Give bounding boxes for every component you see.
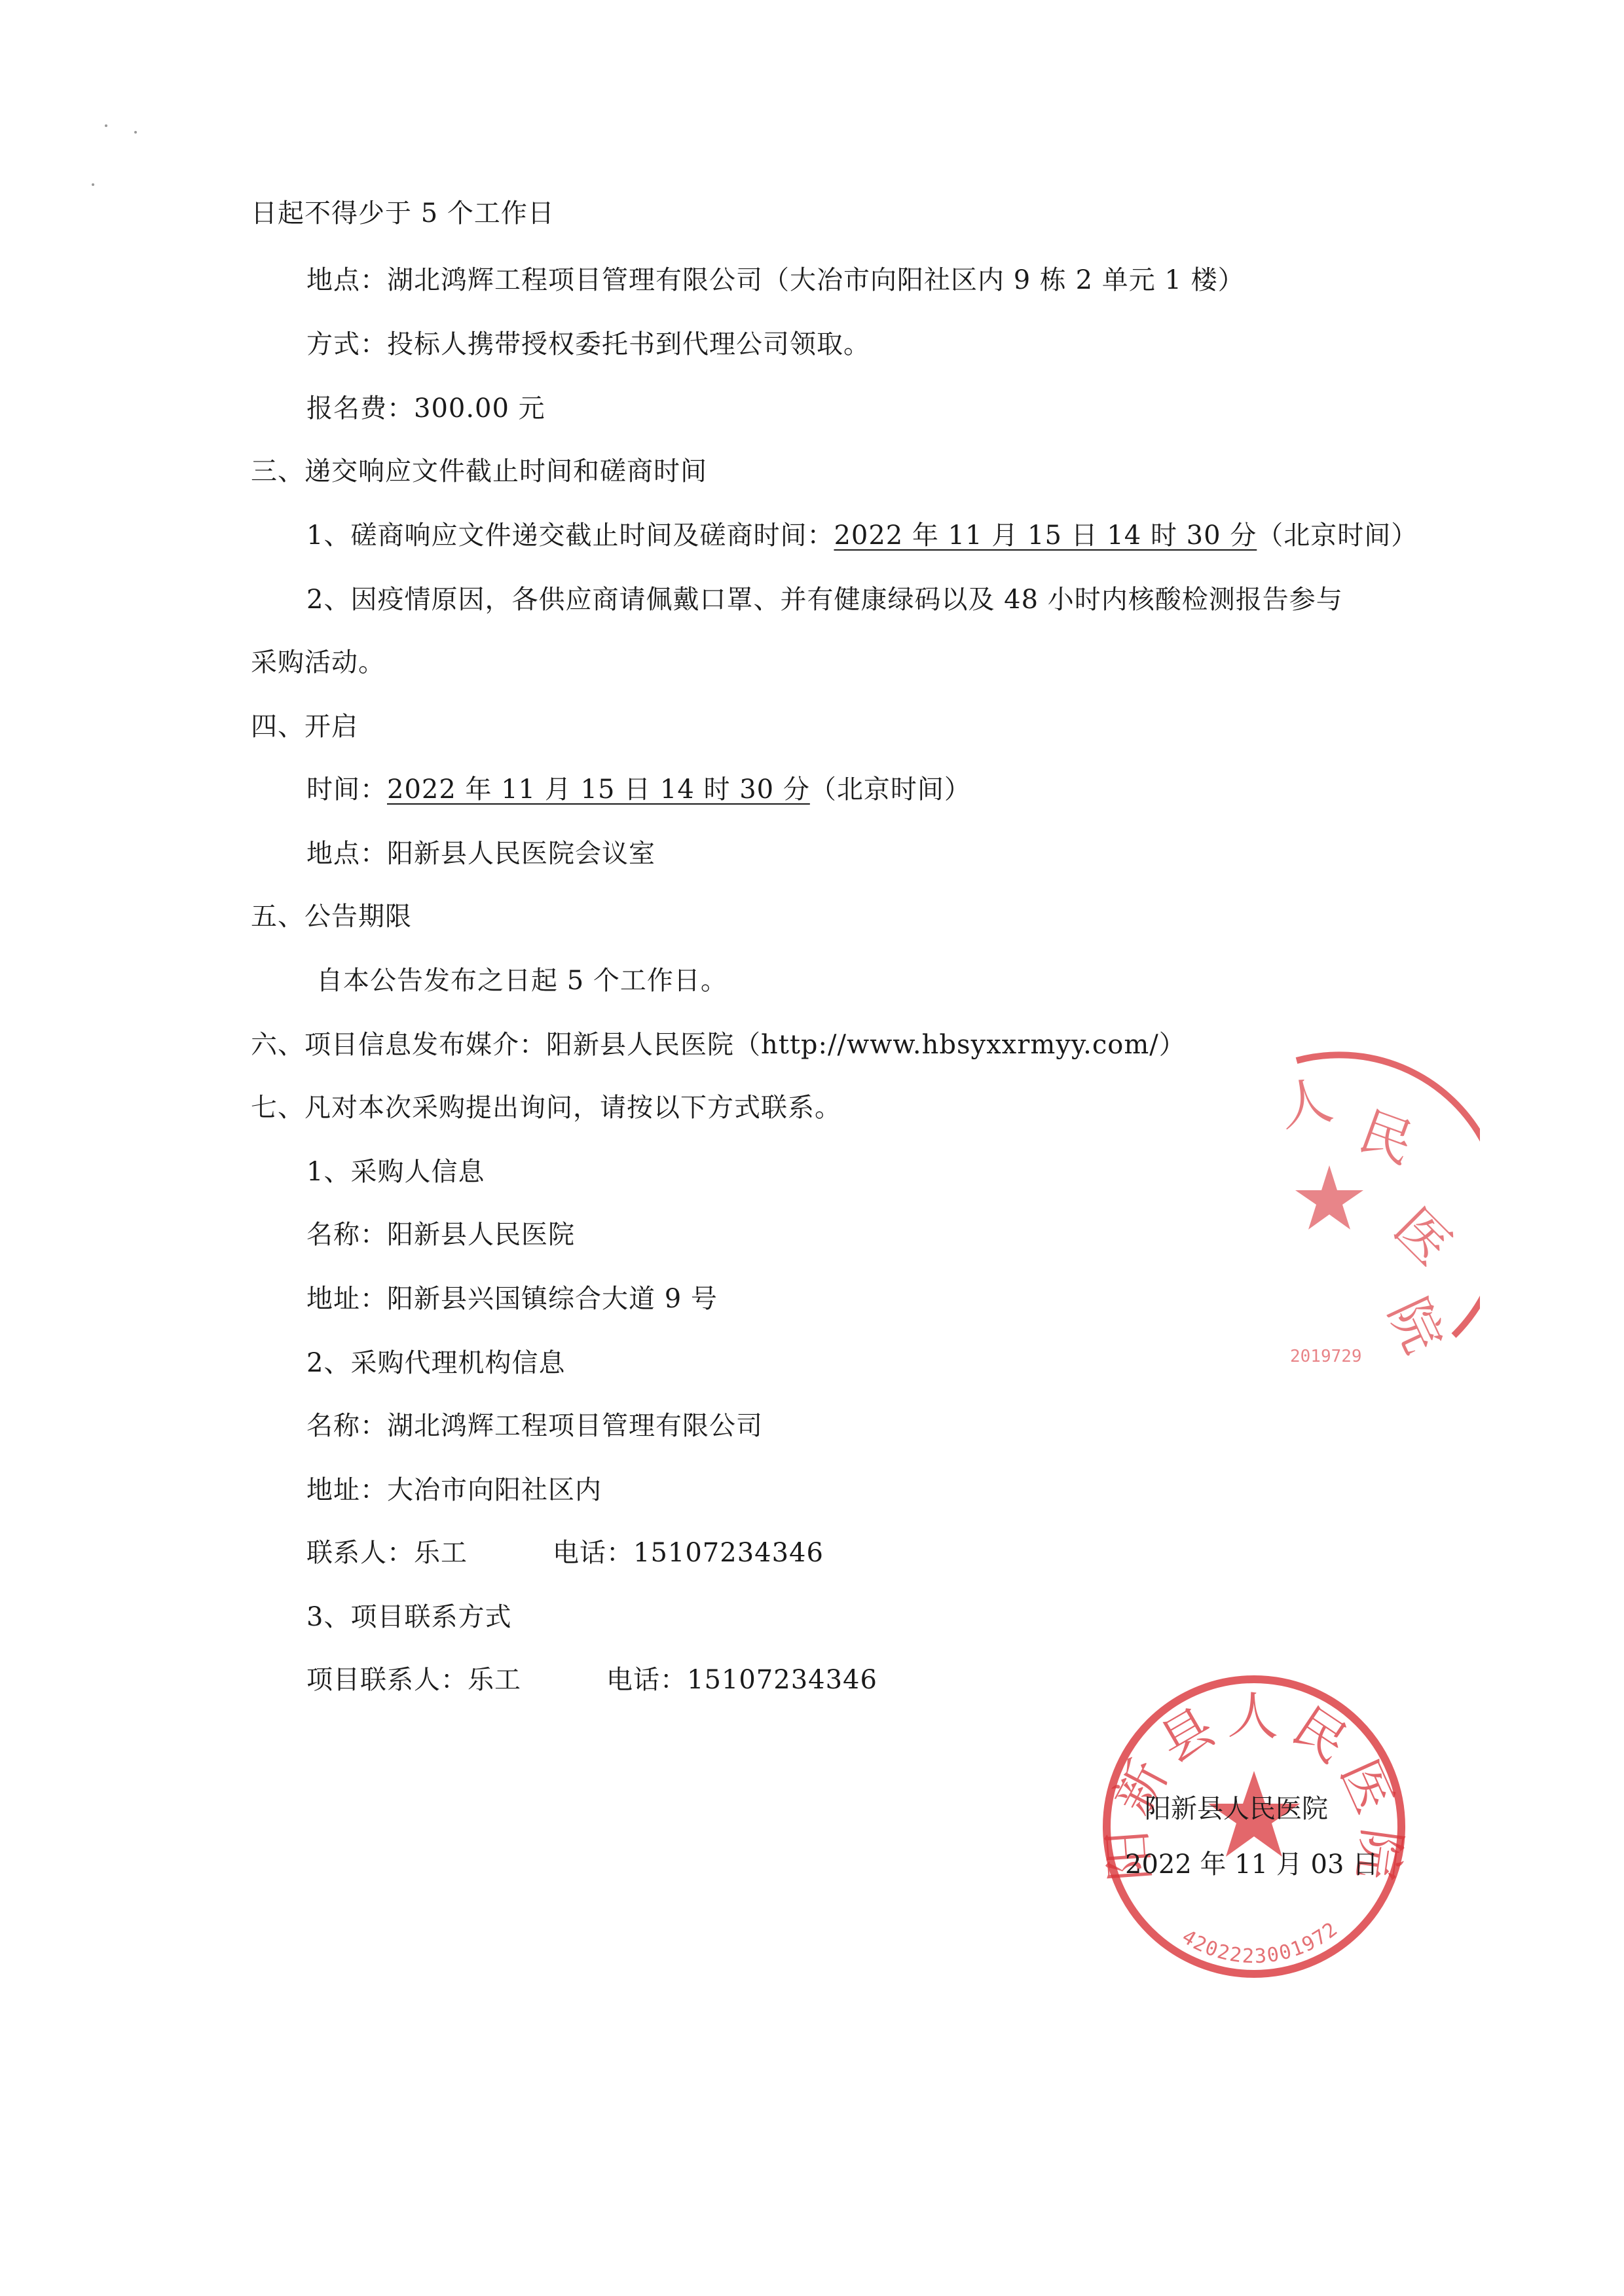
text-line <box>306 517 1418 554</box>
project-contact-phone: 电话：15107234346 <box>606 1665 877 1695</box>
text-line: 方式：投标人携带授权委托书到代理公司领取。 <box>306 329 870 359</box>
text-line: 报名费：300.00 元 <box>306 393 545 424</box>
text-line <box>306 771 971 808</box>
text-line: 采购活动。 <box>251 647 385 678</box>
timezone-note: （北京时间） <box>1257 520 1418 551</box>
text-line: 名称：阳新县人民医院 <box>306 1220 575 1250</box>
text-line: 3、项目联系方式 <box>306 1602 512 1632</box>
text-line: 地点：阳新县人民医院会议室 <box>306 839 655 869</box>
text-line: 日起不得少于 5 个工作日 <box>251 198 555 228</box>
section-heading: 六、项目信息发布媒介：阳新县人民医院（http://www.hbsyxxrmyy.com/） <box>251 1030 1186 1060</box>
scan-speck <box>92 183 94 186</box>
signature-date: 2022 年 11 月 03 日 <box>1125 1850 1379 1880</box>
section-heading: 七、凡对本次采购提出询问，请按以下方式联系。 <box>251 1093 841 1123</box>
text-line: 名称：湖北鸿辉工程项目管理有限公司 <box>306 1411 763 1441</box>
svg-text:2019729: 2019729 <box>1290 1347 1362 1366</box>
contact-phone: 电话：15107234346 <box>553 1538 824 1568</box>
text-line <box>306 1662 877 1698</box>
signature-org: 阳新县人民医院 <box>1145 1794 1328 1824</box>
svg-text:医: 医 <box>1382 1196 1463 1277</box>
deadline-time: 2022 年 11 月 15 日 14 时 30 分 <box>834 520 1257 551</box>
text-line <box>306 1535 824 1571</box>
scan-speck <box>105 124 107 127</box>
open-time-label: 时间： <box>306 774 387 805</box>
seal-code: 4202223001972 <box>1177 1917 1343 1969</box>
contact-person: 联系人：乐工 <box>306 1538 468 1568</box>
seal-partial <box>1257 1048 1480 1388</box>
timezone-note: （北京时间） <box>809 774 971 805</box>
scan-speck <box>134 131 137 134</box>
svg-text:人: 人 <box>1275 1069 1338 1139</box>
project-contact-person: 项目联系人：乐工 <box>306 1665 521 1695</box>
text-line: 地址：阳新县兴国镇综合大道 9 号 <box>306 1284 718 1314</box>
text-line: 地点：湖北鸿辉工程项目管理有限公司（大冶市向阳社区内 9 栋 2 单元 1 楼） <box>306 265 1245 295</box>
deadline-label: 1、磋商响应文件递交截止时间及磋商时间： <box>306 520 834 551</box>
text-line: 2、采购代理机构信息 <box>306 1348 566 1378</box>
open-time: 2022 年 11 月 15 日 14 时 30 分 <box>387 774 810 805</box>
section-heading: 三、递交响应文件截止时间和磋商时间 <box>251 456 707 486</box>
text-line: 自本公告发布之日起 5 个工作日。 <box>316 966 728 996</box>
text-line: 2、因疫情原因，各供应商请佩戴口罩、并有健康绿码以及 48 小时内核酸检测报告参与 <box>306 585 1343 615</box>
section-heading: 五、公告期限 <box>251 902 412 932</box>
section-heading: 四、开启 <box>251 712 358 742</box>
text-line: 1、采购人信息 <box>306 1157 485 1187</box>
svg-text:民: 民 <box>1351 1100 1422 1176</box>
seal-ring-text: 阳新县人民医院 <box>1098 1686 1412 1893</box>
text-line: 地址：大冶市向阳社区内 <box>306 1475 602 1505</box>
svg-text:院: 院 <box>1376 1288 1454 1362</box>
